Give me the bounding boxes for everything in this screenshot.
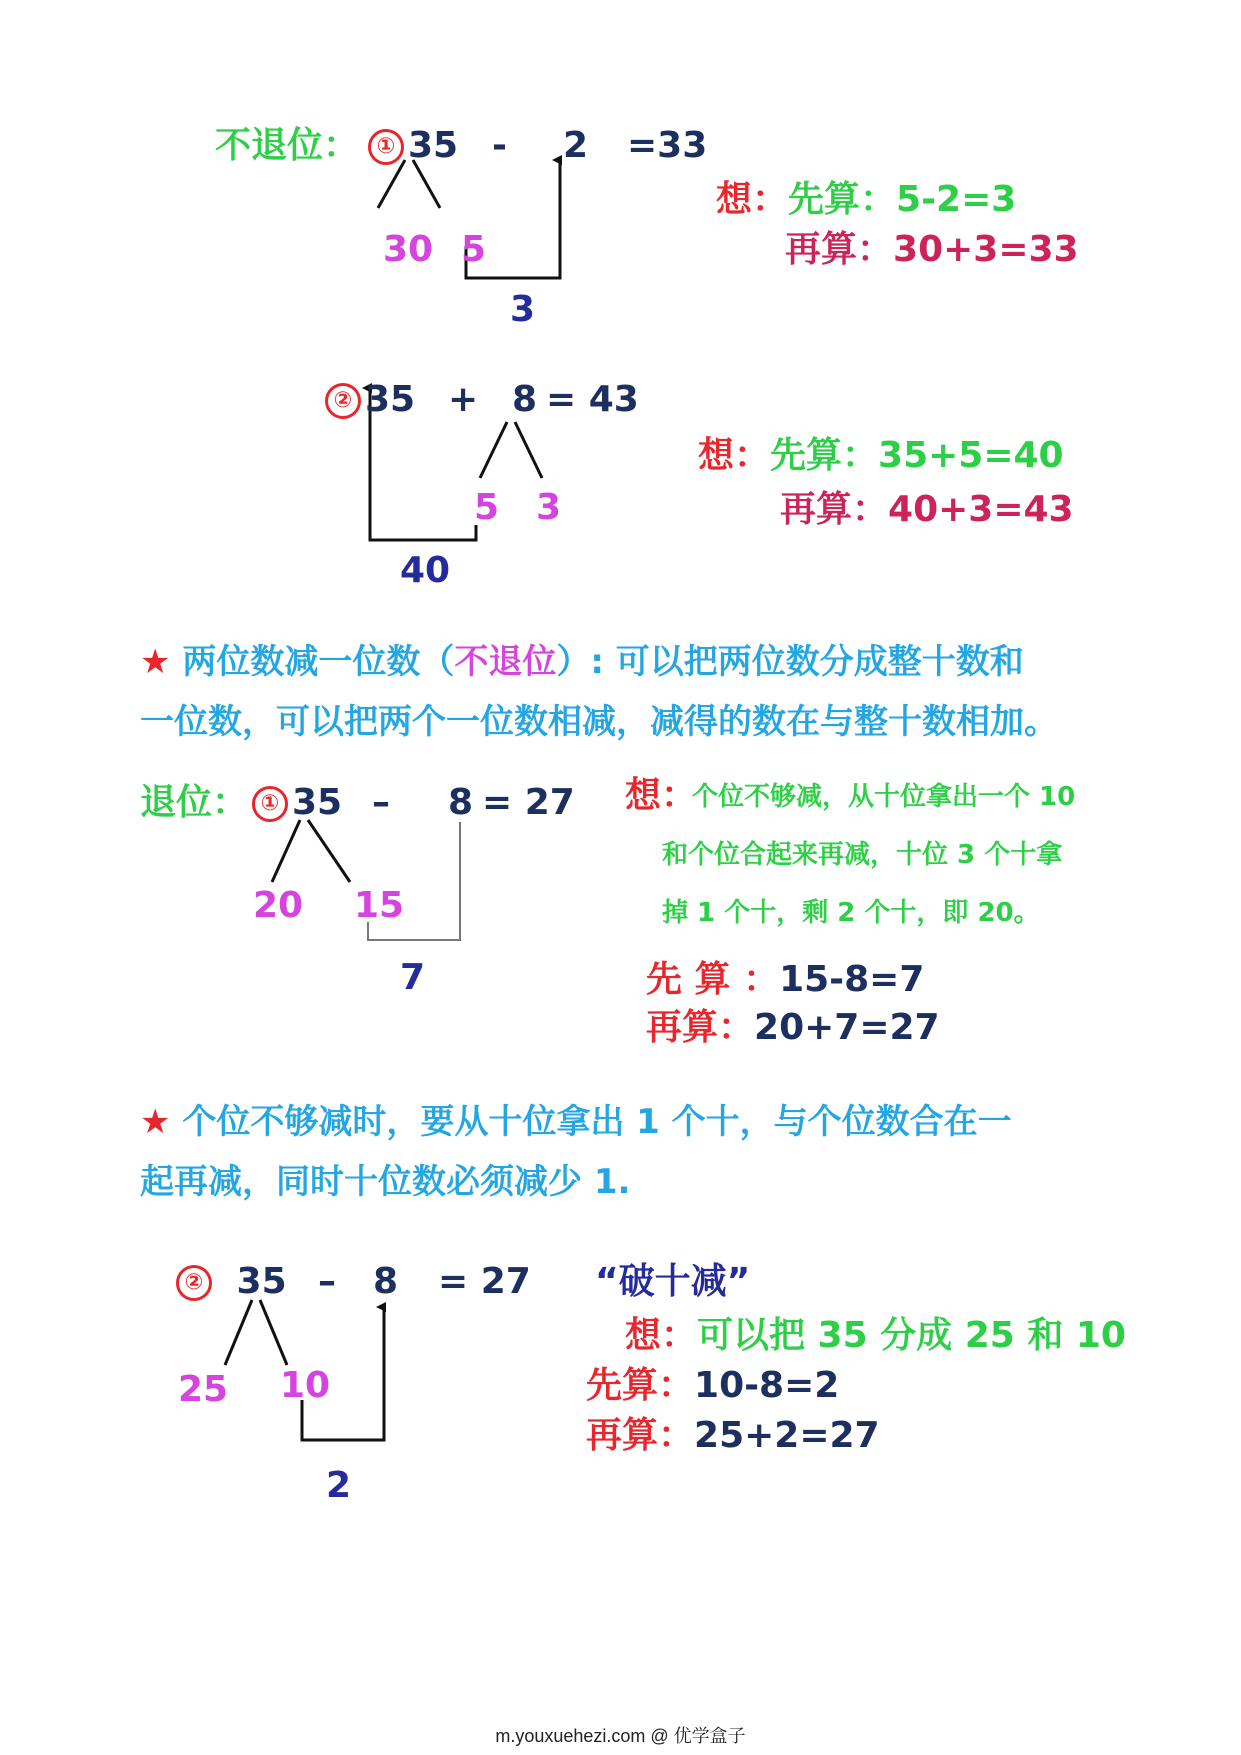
section3-think-label: 想： [625,775,698,816]
section3-then-expr: 20+7=27 [754,1007,940,1048]
section4-think-text: 可以把 35 分成 25 和 10 [697,1315,1126,1356]
section2-split-b: 3 [536,487,562,528]
section1-first-label: 先算： [788,179,897,220]
section3-equation [252,782,343,823]
section4-result: = 27 [438,1261,531,1302]
section1-then-expr: 30+3=33 [893,229,1079,270]
summary2-line1-text: 个位不够减时，要从十位拿出 1 个十，与个位数合在一 [182,1102,1012,1142]
section3-think-line1: 个位不够减，从十位拿出一个 10 [692,782,1076,812]
star-icon: ★ [140,1102,171,1142]
section2-sub-result: 40 [400,550,451,591]
section4-num1: 35 [236,1261,287,1302]
summary2-line2: 起再减，同时十位数必须减少 1. [140,1162,631,1202]
section4-num2: 8 [373,1261,399,1302]
section2-then-expr: 40+3=43 [888,489,1074,530]
section3-first-expr: 15-8=7 [779,959,925,1000]
section3-first-label: 先 算 ： [646,959,780,1000]
section1-first-expr: 5-2=3 [896,179,1017,220]
summary1-line1-post: ）: 可以把两位数分成整十数和 [556,642,1024,682]
section1-num2: 2 [563,125,589,166]
section3-num2: 8 [448,782,474,823]
section2-first-label: 先算： [770,435,879,476]
summary1-line1-mid: 不退位 [454,642,557,682]
section3-circle-number: ① [252,786,288,822]
section1-think-label: 想： [716,179,789,220]
section2-then-label: 再算： [780,489,889,530]
section3-then-step [646,1007,940,1048]
section2-num1: 35 [365,379,416,420]
section3-num1: 35 [292,782,343,823]
section2-split-a: 5 [474,487,500,528]
section2-split-lines [480,422,542,478]
star-icon: ★ [140,642,171,682]
section4-sub-result: 2 [326,1465,352,1506]
footer-watermark: m.youxuehezi.com @ 优学盒子 [495,1726,746,1746]
section1-then-label: 再算： [785,229,894,270]
section4-operator: – [318,1261,336,1302]
section4-think-step [625,1315,1126,1356]
section2-circle-number: ② [325,383,361,419]
section4-split-lines [225,1300,287,1365]
section2-first-expr: 35+5=40 [878,435,1064,476]
section4-title: “破十减” [595,1261,751,1302]
section4-split-b: 10 [280,1365,331,1406]
section3-split-tens: 20 [253,885,304,926]
section1-first-step [716,179,1017,220]
section4-first-step [586,1365,840,1406]
section1-circle-number: ① [368,129,404,165]
section2-first-step [698,435,1064,476]
section1-sub-result: 3 [510,289,536,330]
summary1-line2: 一位数，可以把两个一位数相减，减得的数在与整十数相加。 [140,702,1058,742]
section4-split-a: 25 [178,1369,229,1410]
summary1-line1-pre: 两位数减一位数（ [182,642,455,682]
section3-result: = 27 [482,782,575,823]
section1-then-step [785,229,1079,270]
section1-result: =33 [627,125,708,166]
section4-circle-number: ② [176,1265,212,1301]
section3-label: 退位： [140,782,249,823]
section4-then-step [586,1415,880,1456]
section3-split-ones: 15 [354,885,405,926]
section1-equation [368,125,459,166]
section1-label: 不退位： [215,125,360,166]
section4-first-label: 先算： [586,1365,695,1406]
section2-equation [325,379,416,420]
summary2-line1 [140,1092,1012,1152]
section4-first-expr: 10-8=2 [694,1365,840,1406]
section4-then-label: 再算： [586,1415,695,1456]
section4-then-expr: 25+2=27 [694,1415,880,1456]
section3-first-step [646,959,925,1000]
section3-think-line3: 掉 1 个十，剩 2 个十，即 20。 [662,898,1040,928]
section4-equation [176,1261,287,1302]
summary1-line1 [140,632,1024,692]
section2-think-label: 想： [698,435,771,476]
section4-think-label: 想： [625,1315,698,1356]
section2-then-step [780,489,1074,530]
section3-split-lines [272,820,350,882]
section1-operator: - [492,125,507,166]
section1-split-ones: 5 [461,229,487,270]
section2-operator: + [448,379,479,420]
section2-num2: 8 [512,379,538,420]
section1-split-lines [378,160,440,208]
section3-sub-result: 7 [400,957,426,998]
section2-result: = 43 [546,379,639,420]
section1-num1: 35 [408,125,459,166]
section3-operator: – [372,782,390,823]
section3-then-label: 再算： [646,1007,755,1048]
section3-think-line2: 和个位合起来再减，十位 3 个十拿 [662,840,1063,870]
section1-split-tens: 30 [383,229,434,270]
